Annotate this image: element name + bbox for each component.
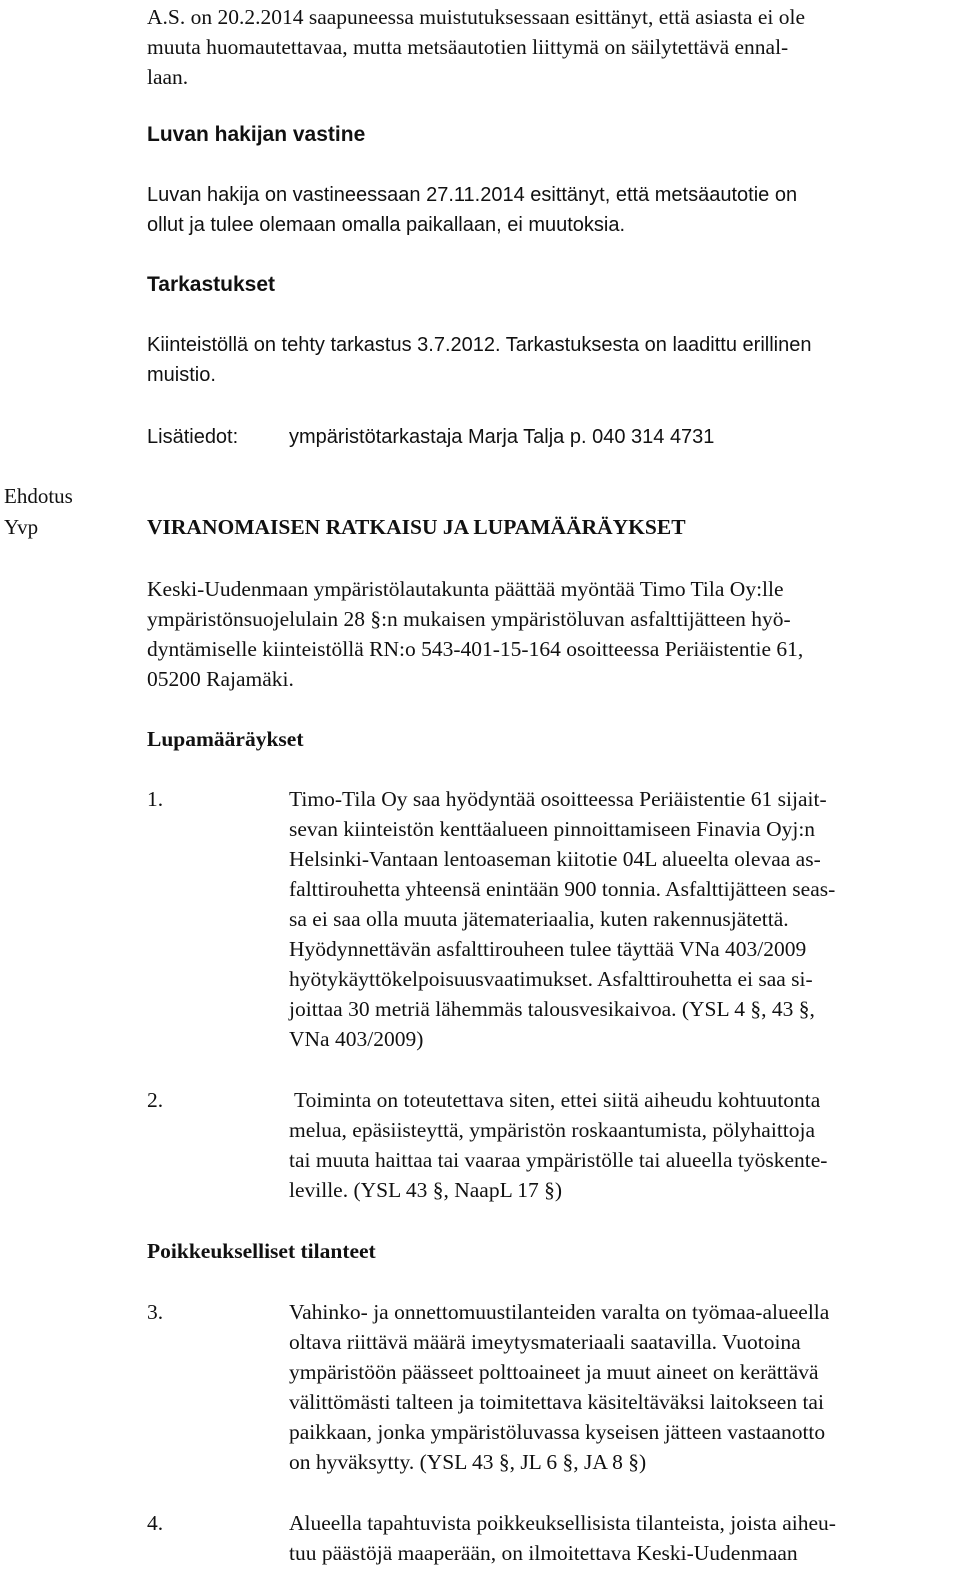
item-4-number: 4.: [147, 1511, 164, 1535]
tarkastukset-heading: Tarkastukset: [147, 273, 276, 296]
item-1-line-7: hyötykäyttökelpoisuusvaatimukset. Asfalttirouhetta ei saa si-: [289, 967, 813, 991]
item-1-number: 1.: [147, 787, 164, 811]
item-1-line-6: Hyödynnettävän asfalttirouheen tulee täyttää VNa 403/2009: [289, 937, 807, 961]
item-3-line-1: Vahinko- ja onnettomuustilanteiden varalta on työmaa-alueella: [289, 1300, 830, 1324]
item-1-line-9: VNa 403/2009): [289, 1027, 424, 1051]
item-3-line-2: oltava riittävä määrä imeytysmateriaali saatavilla. Vuotoina: [289, 1330, 801, 1354]
decision-line-2: ympäristönsuojelulain 28 §:n mukaisen ympäristöluvan asfalttijätteen hyö-: [147, 607, 791, 631]
item-3-line-3: ympäristöön päässeet polttoaineet ja muut aineet on kerättävä: [289, 1360, 819, 1384]
lupamaaraykset-heading: Lupamääräykset: [147, 727, 304, 751]
vastine-line-1: Luvan hakija on vastineessaan 27.11.2014 esittänyt, että metsäautotie on: [147, 184, 798, 206]
item-1-line-2: sevan kiinteistön kenttäalueen pinnoittamiseen Finavia Oyj:n: [289, 817, 816, 841]
item-2-line-2: melua, epäsiisteyttä, ympäristön roskaantumista, pölyhaittoja: [289, 1118, 816, 1142]
decision-heading: VIRANOMAISEN RATKAISU JA LUPAMÄÄRÄYKSET: [147, 515, 686, 539]
item-1-line-3: Helsinki-Vantaan lentoaseman kiitotie 04L alueelta olevaa as-: [289, 847, 821, 871]
vastine-line-2: ollut ja tulee olemaan omalla paikallaan, ei muutoksia.: [147, 214, 626, 236]
poikkeukselliset-heading: Poikkeukselliset tilanteet: [147, 1239, 376, 1263]
vastine-heading: Luvan hakijan vastine: [147, 123, 366, 146]
item-3-line-6: on hyväksytty. (YSL 43 §, JL 6 §, JA 8 §): [289, 1450, 647, 1474]
intro-line-1: A.S. on 20.2.2014 saapuneessa muistutuksessaan esittänyt, että asiasta ei ole: [147, 5, 806, 29]
intro-line-3: laan.: [147, 65, 189, 89]
intro-line-2: muuta huomautettavaa, mutta metsäautotien liittymä on säilytettävä ennal-: [147, 35, 789, 59]
lisatiedot-value: ympäristötarkastaja Marja Talja p. 040 314 4731: [289, 426, 715, 448]
lisatiedot-label: Lisätiedot:: [147, 426, 239, 448]
item-3-line-5: paikkaan, jonka ympäristöluvassa kyseisen jätteen vastaanotto: [289, 1420, 826, 1444]
margin-note-yvp: Yvp: [4, 515, 39, 539]
item-1-line-8: joittaa 30 metriä lähemmäs talousvesikaivoa. (YSL 4 §, 43 §,: [289, 997, 815, 1021]
item-1-line-4: falttirouhetta yhteensä enintään 900 tonnia. Asfalttijätteen seas-: [289, 877, 836, 901]
item-2-line-3: tai muuta haittaa tai vaaraa ympäristölle tai alueella työskente-: [289, 1148, 828, 1172]
decision-line-4: 05200 Rajamäki.: [147, 667, 294, 691]
tarkastukset-line-1: Kiinteistöllä on tehty tarkastus 3.7.2012. Tarkastuksesta on laadittu erillinen: [147, 334, 812, 356]
item-2-number: 2.: [147, 1088, 164, 1112]
item-4-line-1: Alueella tapahtuvista poikkeuksellisista tilanteista, joista aiheu-: [289, 1511, 836, 1535]
decision-line-3: dyntämiselle kiinteistöllä RN:o 543-401-15-164 osoitteessa Periäistentie 61,: [147, 637, 804, 661]
item-4-line-2: tuu päästöjä maaperään, on ilmoitettava Keski-Uudenmaan: [289, 1541, 798, 1565]
item-2-line-4: leville. (YSL 43 §, NaapL 17 §): [289, 1178, 563, 1202]
decision-line-1: Keski-Uudenmaan ympäristölautakunta päättää myöntää Timo Tila Oy:lle: [147, 577, 784, 601]
item-1-line-1: Timo-Tila Oy saa hyödyntää osoitteessa Periäistentie 61 sijait-: [289, 787, 827, 811]
margin-note-ehdotus: Ehdotus: [4, 484, 73, 508]
item-3-line-4: välittömästi talteen ja toimitettava käsiteltäväksi laitokseen tai: [289, 1390, 824, 1414]
item-3-number: 3.: [147, 1300, 164, 1324]
tarkastukset-line-2: muistio.: [147, 364, 216, 386]
item-2-line-1: Toiminta on toteutettava siten, ettei siitä aiheudu kohtuutonta: [289, 1088, 821, 1112]
item-1-line-5: sa ei saa olla muuta jätemateriaalia, kuten rakennusjätettä.: [289, 907, 789, 931]
